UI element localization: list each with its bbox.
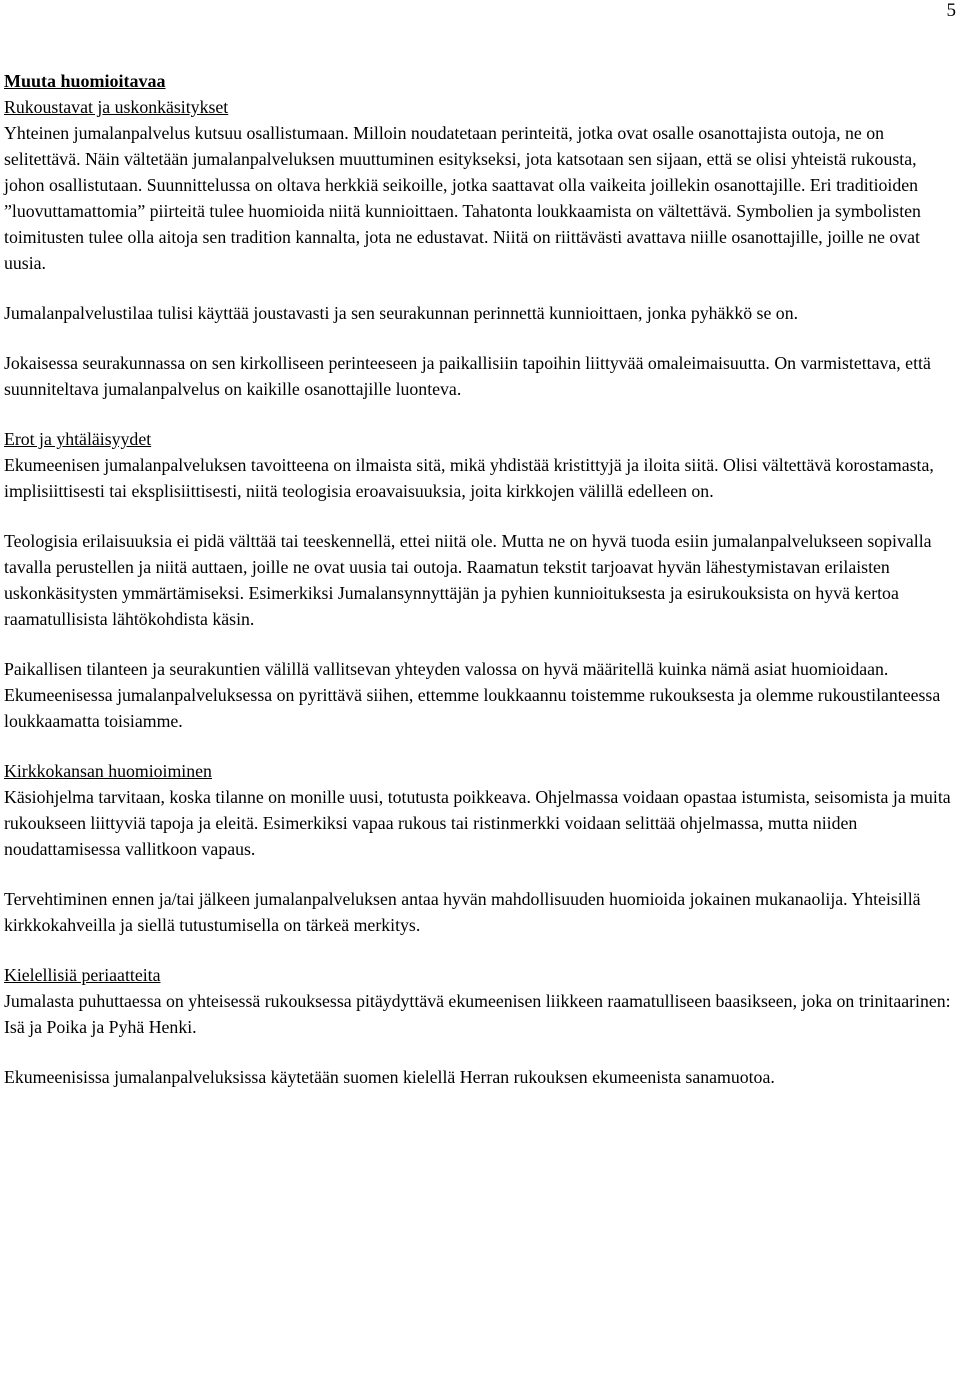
document-body <box>4 68 958 1090</box>
paragraph: Jumalasta puhuttaessa on yhteisessä rukouksessa pitäydyttävä ekumeenisen liikkeen raamatulliseen baasikseen, joka on trinitaarinen: Isä ja Poika ja Pyhä Henki. <box>4 991 951 1037</box>
page-number: 5 <box>946 0 956 21</box>
paragraph: Jumalanpalvelustilaa tulisi käyttää joustavasti ja sen seurakunnan perinnettä kunnioittaen, jonka pyhäkkö se on. <box>4 303 799 323</box>
paragraph: Tervehtiminen ennen ja/tai jälkeen jumalanpalveluksen antaa hyvän mahdollisuuden huomioida jokainen mukanaolija. Yhteisillä kirkkokahveilla ja siellä tutustumisella on tärkeä merkitys. <box>4 889 921 935</box>
section-heading-rukoustavat: Rukoustavat ja uskonkäsitykset <box>4 97 229 117</box>
paragraph: Jokaisessa seurakunnassa on sen kirkolliseen perinteeseen ja paikallisiin tapoihin liittyvää omaleimaisuutta. On varmistettava, että suunniteltava jumalanpalvelus on kaikille osanottajille luonteva. <box>4 353 931 399</box>
paragraph: Ekumeenisen jumalanpalveluksen tavoitteena on ilmaista sitä, mikä yhdistää kristittyjä ja iloita siitä. Olisi vältettävä korostamasta, implisiittisesti tai eksplisiittisesti, niitä teologisia eroavaisuuksia, joita kirkkojen välillä edelleen on. <box>4 455 934 501</box>
paragraph: Käsiohjelma tarvitaan, koska tilanne on monille uusi, totutusta poikkeava. Ohjelmassa voidaan opastaa istumista, seisomista ja muita rukoukseen liittyviä tapoja ja eleitä. Esimerkiksi vapaa rukous tai ristinmerkki voidaan selittää ohjelmassa, mutta niiden noudattamisessa vallitkoon vapaus. <box>4 787 951 859</box>
section-heading-erot: Erot ja yhtäläisyydet <box>4 429 152 449</box>
section-heading-kirkkokansa: Kirkkokansan huomioiminen <box>4 761 212 781</box>
section-heading-kielelliset: Kielellisiä periaatteita <box>4 965 161 985</box>
paragraph: Paikallisen tilanteen ja seurakuntien välillä vallitsevan yhteyden valossa on hyvä määritellä kuinka nämä asiat huomioidaan. Ekumeenisessa jumalanpalveluksessa on pyrittävä siihen, ettemme loukkaannu toistemme rukouksesta ja olemme rukoustilanteessa loukkaamatta toisiamme. <box>4 659 941 731</box>
paragraph: Teologisia erilaisuuksia ei pidä välttää tai teeskennellä, ettei niitä ole. Mutta ne on hyvä tuoda esiin jumalanpalvelukseen sopivalla tavalla perustellen ja niitä auttaen, joille ne ovat uusia tai outoja. Raamatun tekstit tarjoavat hyvän lähestymistavan erilaisten uskonkäsitysten ymmärtämiseksi. Esimerkiksi Jumalansynnyttäjän ja pyhien kunnioituksesta ja esirukouksista on hyvä kertoa raamatullisista lähtökohdista käsin. <box>4 531 932 629</box>
paragraph: Yhteinen jumalanpalvelus kutsuu osallistumaan. Milloin noudatetaan perinteitä, jotka ovat osalle osanottajista outoja, ne on selitettävä. Näin vältetään jumalanpalveluksen muuttuminen esitykseksi, jota katsotaan sen sijaan, että se olisi yhteistä rukousta, johon osallistutaan. Suunnittelussa on oltava herkkiä seikoille, jotka saattavat olla vaikeita joillekin osanottajille. Eri traditioiden ”luovuttamattomia” piirteitä tulee huomioida niitä kunnioittaen. Tahatonta loukkaamista on vältettävä. Symbolien ja symbolisten toimitusten tulee olla aitoja sen tradition kannalta, jota ne edustavat. Niitä on riittävästi avattava niille osanottajille, joille ne ovat uusia. <box>4 123 921 273</box>
page-title: Muuta huomioitavaa <box>4 71 166 91</box>
paragraph: Ekumeenisissa jumalanpalveluksissa käytetään suomen kielellä Herran rukouksen ekumeenista sanamuotoa. <box>4 1067 775 1087</box>
